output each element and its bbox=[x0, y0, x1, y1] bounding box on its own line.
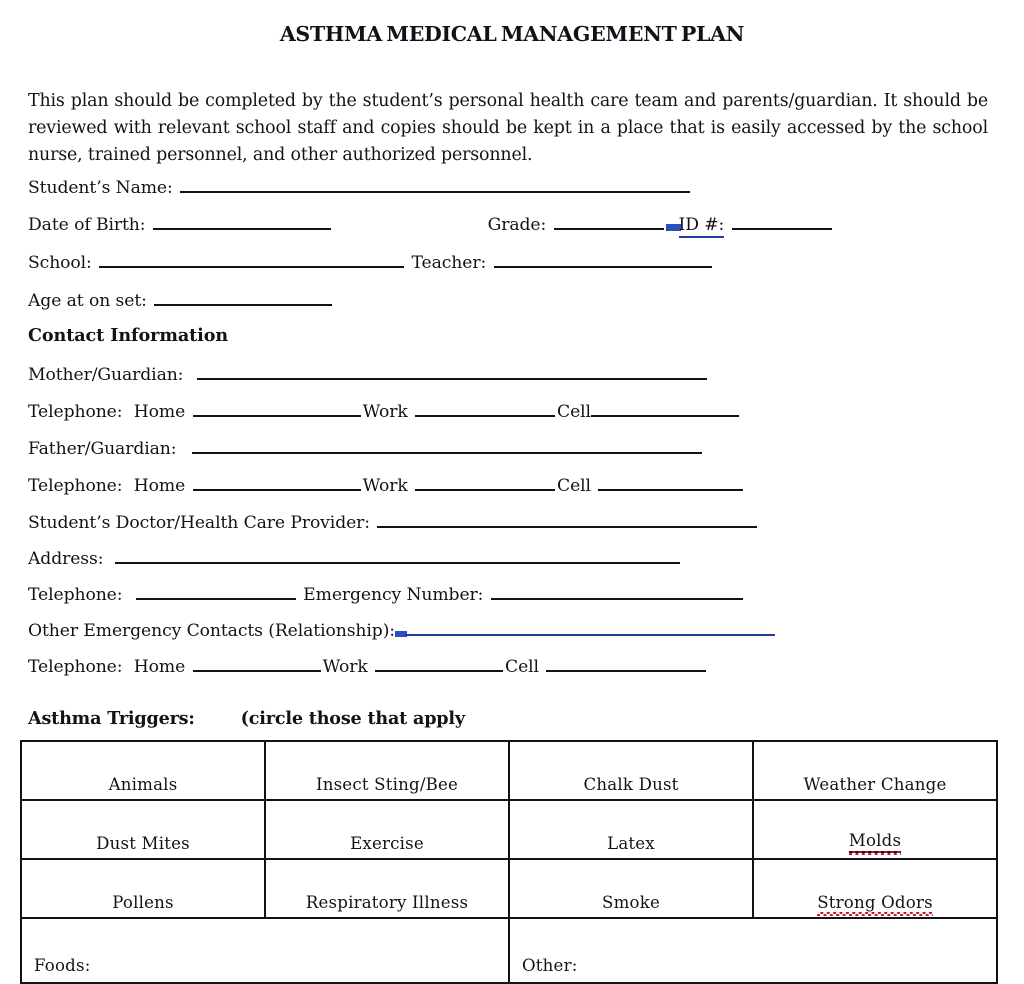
student-name-input[interactable] bbox=[180, 175, 690, 193]
other-work-phone-input[interactable] bbox=[375, 654, 503, 672]
field-row-mother-phones bbox=[28, 399, 741, 422]
other-cell-phone-input[interactable] bbox=[546, 654, 706, 672]
cell-label-2: Cell bbox=[557, 475, 591, 496]
page-title: ASTHMA MEDICAL MANAGEMENT PLAN bbox=[279, 22, 745, 46]
doctor-telephone-input[interactable] bbox=[136, 582, 296, 600]
trigger-cell-molds[interactable] bbox=[753, 800, 997, 859]
trigger-cell-weather-change[interactable]: Weather Change bbox=[753, 741, 997, 800]
mother-home-phone-input[interactable] bbox=[193, 399, 361, 417]
telephone-label-4: Telephone: bbox=[28, 656, 123, 677]
grade-label: Grade: bbox=[487, 214, 547, 235]
mother-guardian-input[interactable] bbox=[197, 362, 707, 380]
id-input[interactable] bbox=[732, 212, 832, 230]
cell-label: Cell bbox=[557, 401, 591, 422]
home-label-3: Home bbox=[133, 656, 186, 677]
asthma-triggers-instruction: (circle those that apply bbox=[240, 708, 465, 729]
intro-paragraph: This plan should be completed by the student’s personal health care team and parents/guardian. It should be reviewed with relevant school staff and copies should be kept in a place that is easily accessed by the school nurse, trained personnel, and other authorized personnel. bbox=[28, 91, 988, 165]
emergency-number-label: Emergency Number: bbox=[303, 584, 484, 605]
asthma-triggers-heading bbox=[28, 708, 465, 729]
mother-work-phone-input[interactable] bbox=[415, 399, 555, 417]
asthma-triggers-label: Asthma Triggers: bbox=[28, 708, 195, 729]
field-row-age-onset bbox=[28, 288, 334, 311]
field-row-father-guardian bbox=[28, 436, 704, 459]
field-row-mother-guardian bbox=[28, 362, 709, 385]
table-row bbox=[21, 859, 997, 918]
asthma-triggers-table bbox=[20, 740, 998, 984]
trigger-cell-insect-sting-bee[interactable]: Insect Sting/Bee bbox=[265, 741, 509, 800]
home-label: Home bbox=[133, 401, 186, 422]
doctor-label: Student’s Doctor/Health Care Provider: bbox=[28, 512, 370, 533]
school-input[interactable] bbox=[99, 250, 404, 268]
table-row bbox=[21, 741, 997, 800]
id-label: ID #: bbox=[679, 215, 725, 238]
address-input[interactable] bbox=[115, 546, 680, 564]
work-label-3: Work bbox=[322, 656, 368, 677]
teacher-input[interactable] bbox=[494, 250, 712, 268]
trigger-cell-latex[interactable]: Latex bbox=[509, 800, 753, 859]
father-home-phone-input[interactable] bbox=[193, 473, 361, 491]
table-row bbox=[21, 800, 997, 859]
date-of-birth-label: Date of Birth: bbox=[28, 214, 146, 235]
trigger-cell-chalk-dust[interactable]: Chalk Dust bbox=[509, 741, 753, 800]
field-row-doctor bbox=[28, 510, 759, 533]
age-onset-input[interactable] bbox=[154, 288, 332, 306]
emergency-number-input[interactable] bbox=[491, 582, 743, 600]
field-row-student-name bbox=[28, 175, 692, 198]
trigger-text-molds: Molds bbox=[849, 831, 901, 853]
trigger-cell-smoke[interactable]: Smoke bbox=[509, 859, 753, 918]
mother-guardian-label: Mother/Guardian: bbox=[28, 364, 184, 385]
father-guardian-label: Father/Guardian: bbox=[28, 438, 177, 459]
field-row-dob-grade-id bbox=[28, 212, 834, 235]
telephone-label-2: Telephone: bbox=[28, 475, 123, 496]
trigger-cell-animals[interactable]: Animals bbox=[21, 741, 265, 800]
field-row-other-phones bbox=[28, 654, 708, 677]
address-label: Address: bbox=[28, 548, 104, 569]
contact-information-heading: Contact Information bbox=[28, 325, 229, 346]
work-label-2: Work bbox=[362, 475, 408, 496]
field-row-other-emergency-contacts bbox=[28, 618, 775, 641]
doctor-input[interactable] bbox=[377, 510, 757, 528]
date-of-birth-input[interactable] bbox=[153, 212, 331, 230]
table-row bbox=[21, 918, 997, 983]
field-row-school-teacher bbox=[28, 250, 714, 273]
telephone-label-3: Telephone: bbox=[28, 584, 123, 605]
father-cell-phone-input[interactable] bbox=[598, 473, 743, 491]
field-row-address bbox=[28, 546, 682, 569]
foods-cell[interactable]: Foods: bbox=[21, 918, 509, 983]
other-cell[interactable]: Other: bbox=[509, 918, 997, 983]
trigger-cell-strong-odors[interactable] bbox=[753, 859, 997, 918]
grade-input[interactable] bbox=[554, 212, 664, 230]
father-work-phone-input[interactable] bbox=[415, 473, 555, 491]
teacher-label: Teacher: bbox=[411, 252, 487, 273]
field-row-doctor-phones bbox=[28, 582, 745, 605]
other-emergency-contacts-input[interactable] bbox=[405, 618, 775, 636]
school-label: School: bbox=[28, 252, 92, 273]
cell-label-3: Cell bbox=[505, 656, 539, 677]
trigger-text-strong-odors: Strong Odors bbox=[817, 893, 933, 912]
work-label: Work bbox=[362, 401, 408, 422]
trigger-cell-pollens[interactable]: Pollens bbox=[21, 859, 265, 918]
telephone-label: Telephone: bbox=[28, 401, 123, 422]
mother-cell-phone-input[interactable] bbox=[591, 399, 739, 417]
trigger-cell-dust-mites[interactable]: Dust Mites bbox=[21, 800, 265, 859]
other-emergency-contacts-label: Other Emergency Contacts (Relationship): bbox=[28, 620, 396, 641]
field-row-father-phones bbox=[28, 473, 745, 496]
trigger-cell-respiratory-illness[interactable]: Respiratory Illness bbox=[265, 859, 509, 918]
father-guardian-input[interactable] bbox=[192, 436, 702, 454]
home-label-2: Home bbox=[133, 475, 186, 496]
trigger-cell-exercise[interactable]: Exercise bbox=[265, 800, 509, 859]
other-home-phone-input[interactable] bbox=[193, 654, 321, 672]
age-onset-label: Age at on set: bbox=[28, 290, 147, 311]
student-name-label: Student’s Name: bbox=[28, 177, 173, 198]
